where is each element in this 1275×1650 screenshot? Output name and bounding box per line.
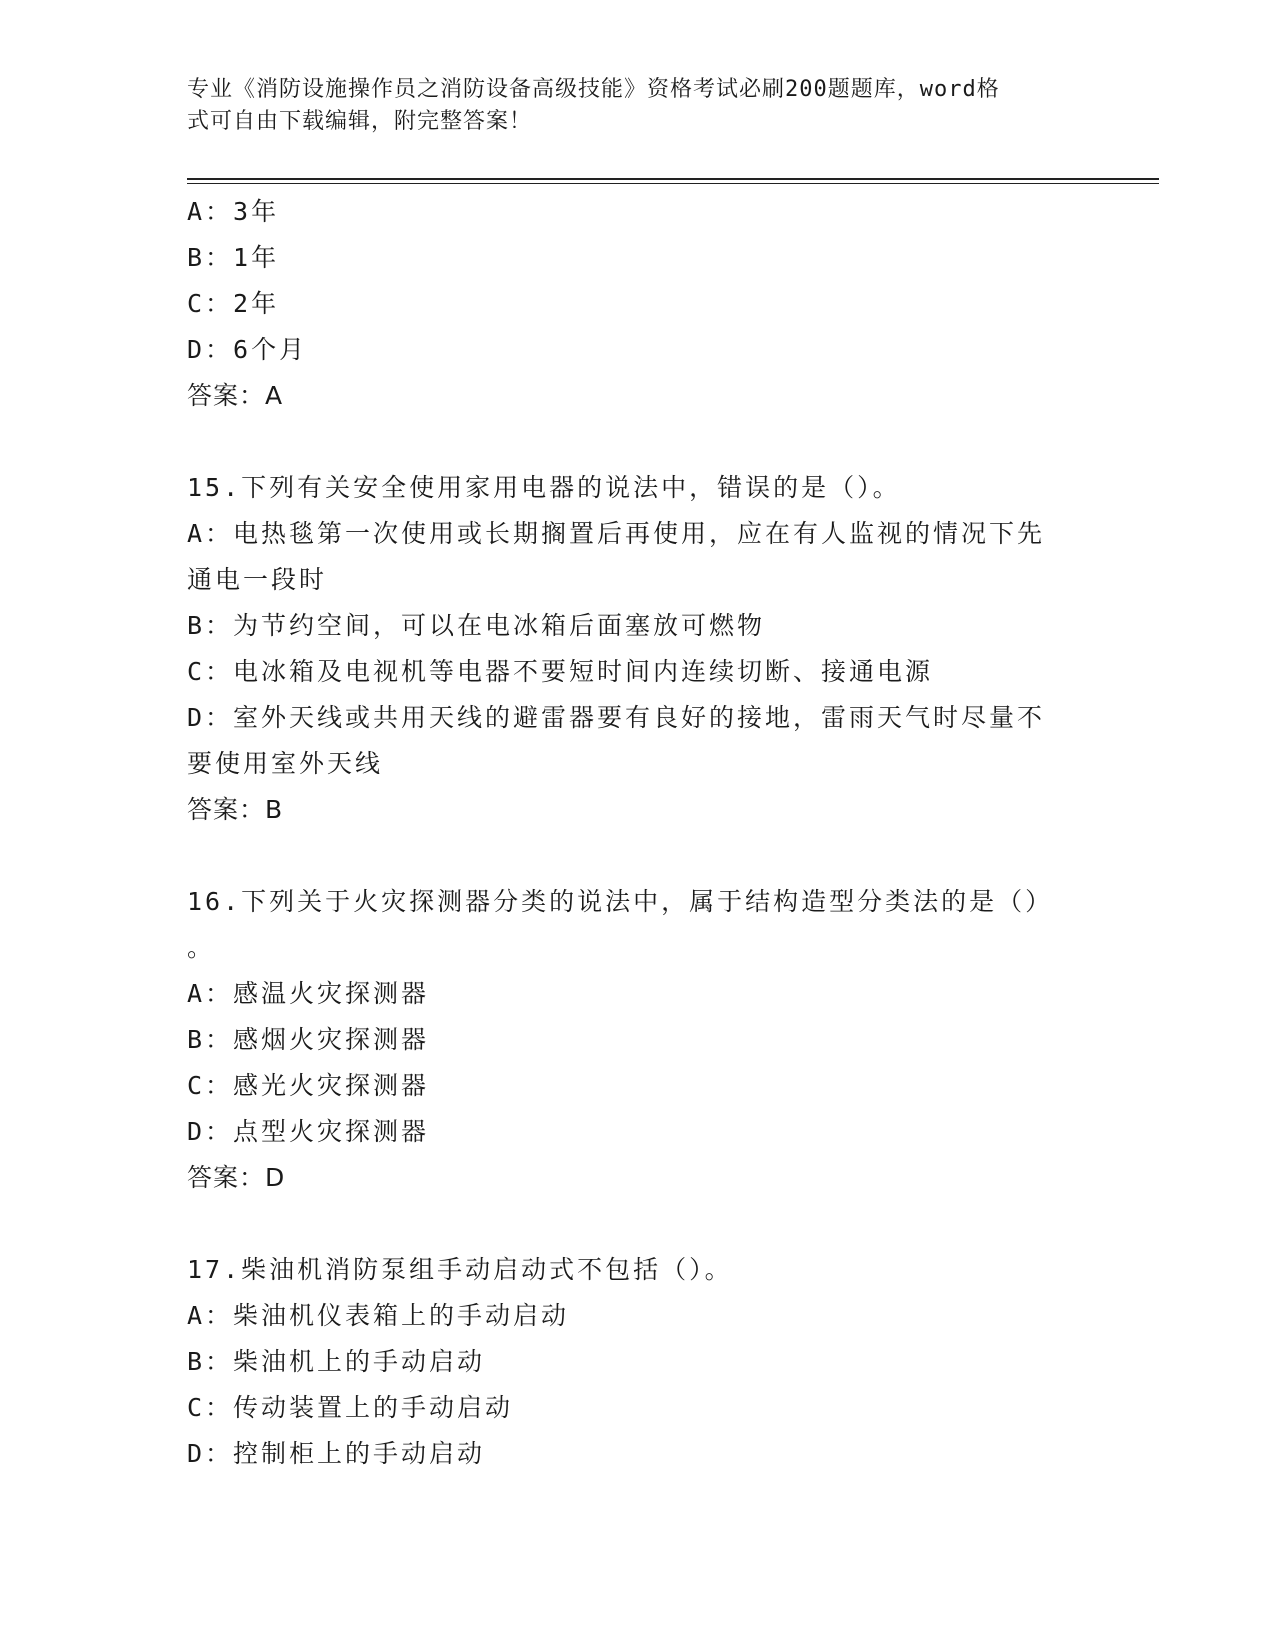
option-a: A：3年 (187, 197, 280, 226)
header-divider-thin (187, 183, 1159, 184)
answer: 答案：D (187, 1163, 286, 1192)
question-stem: 15.下列有关安全使用家用电器的说法中，错误的是（）。 (187, 473, 901, 502)
spacer (187, 833, 1087, 879)
question-16 (187, 879, 1087, 1201)
spacer (187, 419, 1087, 465)
option-a-line-2: 通电一段时 (187, 565, 328, 594)
question-15 (187, 465, 1087, 833)
question-stem-line-1: 16.下列关于火灾探测器分类的说法中，属于结构造型分类法的是（） (187, 887, 1054, 916)
question-17 (187, 1247, 1087, 1477)
option-d: D：控制柜上的手动启动 (187, 1439, 486, 1468)
option-b: B：1年 (187, 243, 280, 272)
option-c: C：传动装置上的手动启动 (187, 1393, 514, 1422)
option-d-line-1: D：室外天线或共用天线的避雷器要有良好的接地，雷雨天气时尽量不 (187, 703, 1046, 732)
header-divider-thick (187, 178, 1159, 180)
option-a-line-1: A：电热毯第一次使用或长期搁置后再使用，应在有人监视的情况下先 (187, 519, 1046, 548)
answer: 答案：A (187, 381, 284, 410)
option-b: B：柴油机上的手动启动 (187, 1347, 486, 1376)
question-stem-line-2: 。 (187, 933, 216, 962)
option-a: A：柴油机仪表箱上的手动启动 (187, 1301, 570, 1330)
option-d: D：6个月 (187, 335, 308, 364)
option-b: B：为节约空间，可以在电冰箱后面塞放可燃物 (187, 611, 766, 640)
header-line-2: 式可自由下载编辑，附完整答案！ (187, 109, 533, 134)
document-header (187, 74, 1087, 138)
spacer (187, 1201, 1087, 1247)
question-content (187, 189, 1087, 1477)
option-b: B：感烟火灾探测器 (187, 1025, 430, 1054)
option-a: A：感温火灾探测器 (187, 979, 430, 1008)
header-line-1: 专业《消防设施操作员之消防设备高级技能》资格考试必刷200题题库，word格 (187, 77, 1000, 102)
option-c: C：电冰箱及电视机等电器不要短时间内连续切断、接通电源 (187, 657, 934, 686)
answer: 答案：B (187, 795, 284, 824)
question-stem: 17.柴油机消防泵组手动启动式不包括（）。 (187, 1255, 733, 1284)
option-d: D：点型火灾探测器 (187, 1117, 430, 1146)
option-d-line-2: 要使用室外天线 (187, 749, 384, 778)
option-c: C：感光火灾探测器 (187, 1071, 430, 1100)
option-c: C：2年 (187, 289, 280, 318)
question-14 (187, 189, 1087, 419)
